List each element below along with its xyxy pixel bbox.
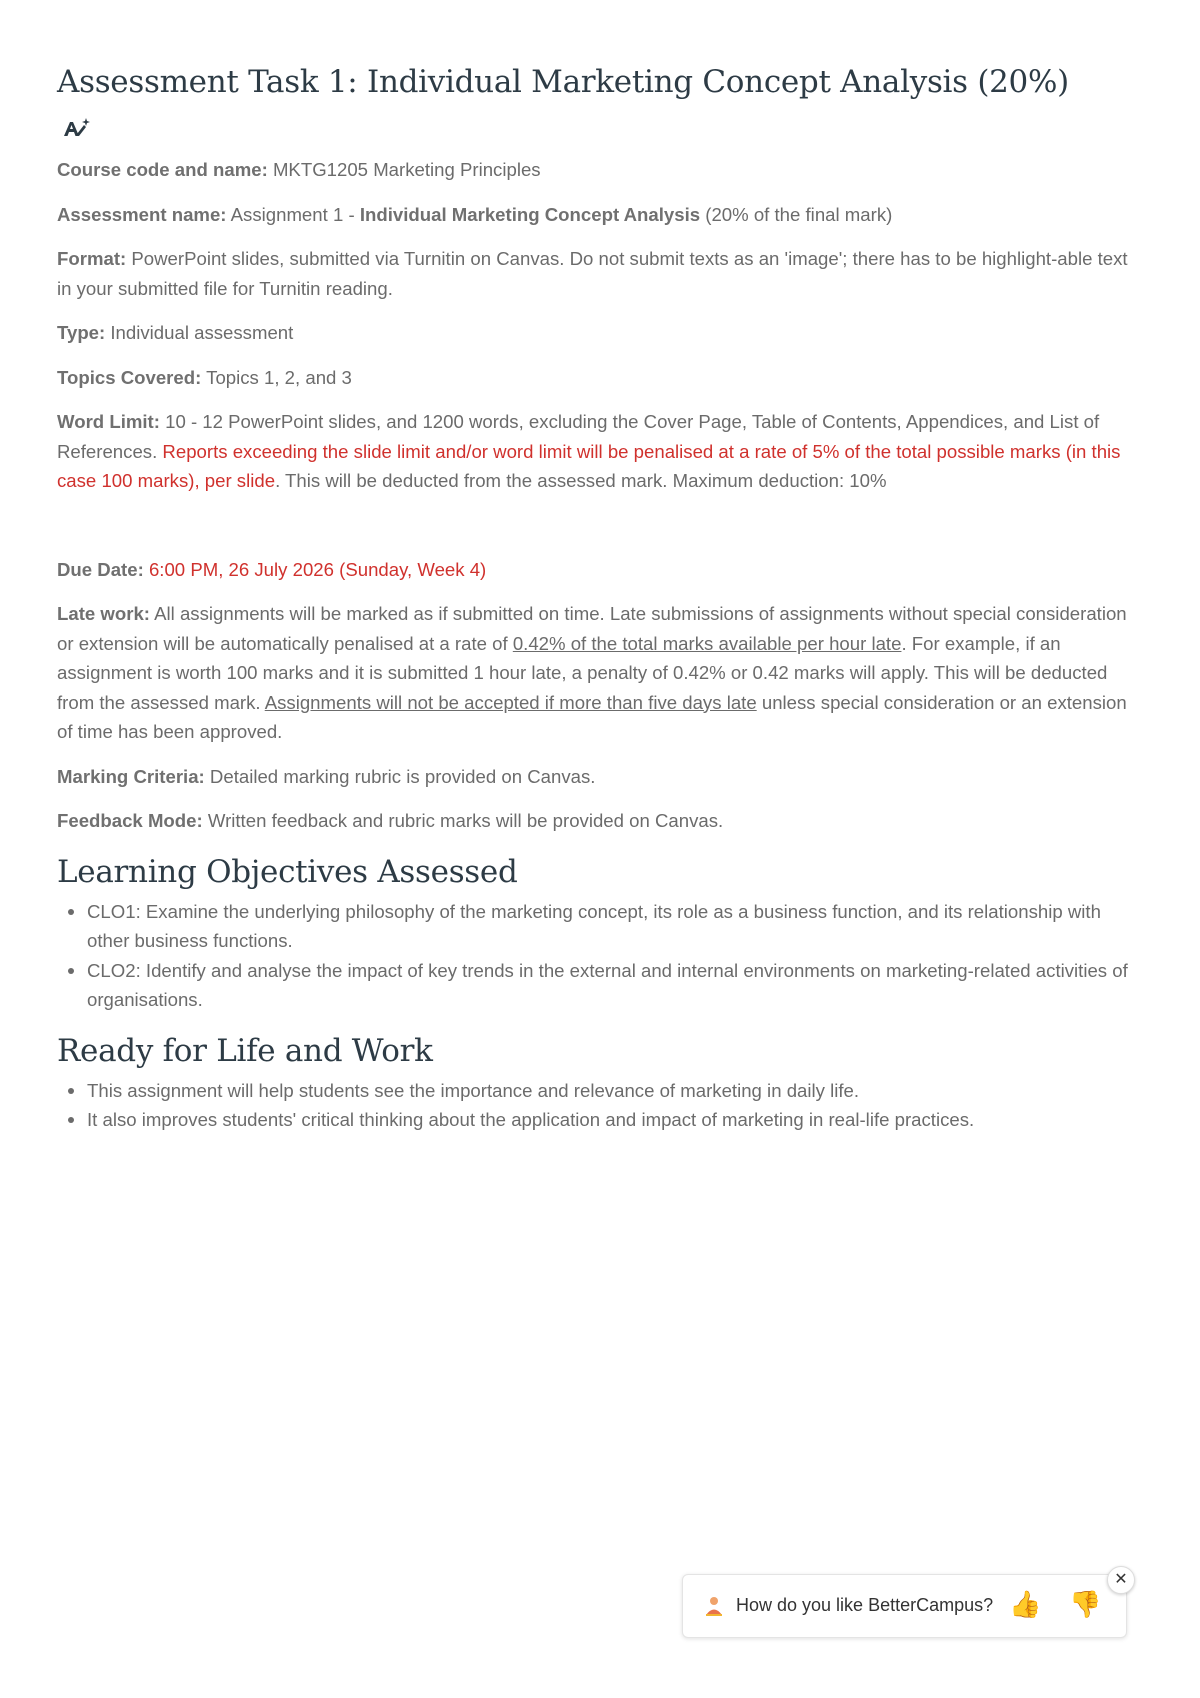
course-value: MKTG1205 Marketing Principles (267, 159, 541, 180)
page-title: Assessment Task 1: Individual Marketing Concept Analysis (20%) (57, 64, 1069, 100)
assessment-name-prefix: Assignment 1 - (226, 203, 360, 225)
list-item: CLO1: Examine the underlying philosophy of the marketing concept, its role as a business function, and its relationship with other business functions. (87, 897, 1147, 956)
topics-label: Topics Covered: (57, 366, 202, 388)
feedback-mode-value: Written feedback and rubric marks will be provided on Canvas. (202, 810, 724, 831)
word-limit-suffix: . This will be deducted from the assessed mark. Maximum deduction: 10% (275, 470, 887, 491)
assessment-name-label: Assessment name: (57, 203, 227, 225)
late-work-label: Late work: (57, 603, 150, 624)
learning-objectives-list (57, 897, 1147, 1015)
feedback-mode-info (57, 806, 1147, 836)
list-item: This assignment will help students see the importance and relevance of marketing in daily life. (87, 1076, 1147, 1106)
format-label: Format: (57, 248, 127, 269)
thumbs-up-icon[interactable]: 👍 (1009, 1589, 1042, 1619)
assignment-page (57, 60, 1147, 1135)
word-limit-penalty: Reports exceeding the slide limit and/or word limit will be penalised at a rate of 5% of the total possible marks (in this case 100 marks), per slide (57, 440, 1121, 491)
due-date-label: Due Date: (57, 558, 144, 580)
marking-criteria-info (57, 762, 1147, 792)
word-limit-label: Word Limit: (57, 411, 160, 432)
person-icon (703, 1595, 725, 1617)
type-label: Type: (57, 322, 106, 343)
late-work-part2: . For example, if an assignment is worth 100 marks and it is submitted 1 hour late, a penalty of 0.42% or 0.42 marks will apply. This will be deducted from the assessed mark. (57, 632, 1108, 713)
list-item: CLO2: Identify and analyse the impact of key trends in the external and internal environments on marketing-related activities of organisations. (87, 956, 1147, 1015)
type-info (57, 318, 1147, 348)
type-value: Individual assessment (105, 322, 294, 343)
topics-info (57, 363, 1147, 393)
marking-criteria-label: Marking Criteria: (57, 765, 205, 787)
close-icon[interactable]: ✕ (1107, 1566, 1135, 1594)
assessment-name-suffix: (20% of the final mark) (700, 203, 893, 225)
feedback-question: How do you like BetterCampus? (736, 1595, 994, 1615)
late-work-part1: All assignments will be marked as if submitted on time. Late submissions of assignments without special consideration or extension will be automatically penalised at a rate of (57, 603, 1127, 654)
ready-list (57, 1076, 1147, 1135)
due-date-info (57, 555, 1147, 585)
ready-heading: Ready for Life and Work (57, 1032, 433, 1069)
feedback-widget (682, 1574, 1127, 1638)
course-info (57, 155, 1147, 185)
late-work-part3: unless special consideration or an extension of time has been approved. (57, 691, 1127, 742)
feedback-mode-label: Feedback Mode: (57, 810, 203, 831)
word-limit-info (57, 407, 1147, 496)
late-work-info (57, 599, 1147, 747)
late-work-rate: 0.42% of the total marks available per hour late (512, 632, 902, 654)
late-work-cutoff: Assignments will not be accepted if more than five days late (264, 691, 757, 713)
course-label: Course code and name: (57, 159, 268, 180)
topics-value: Topics 1, 2, and 3 (201, 366, 352, 388)
assessment-name-info (57, 200, 1147, 230)
format-value: PowerPoint slides, submitted via Turnitin on Canvas. Do not submit texts as an 'image'; there has to be highlight-able text in your submitted file for Turnitin reading. (57, 248, 1128, 299)
learning-objectives-heading: Learning Objectives Assessed (57, 853, 518, 890)
ai-sparkle-icon[interactable] (62, 116, 92, 138)
format-info (57, 244, 1147, 303)
assessment-name-bold: Individual Marketing Concept Analysis (359, 203, 701, 225)
thumbs-down-icon[interactable]: 👎 (1069, 1589, 1102, 1619)
marking-criteria-value: Detailed marking rubric is provided on Canvas. (204, 765, 596, 787)
due-date-value: 6:00 PM, 26 July 2026 (Sunday, Week 4) (143, 558, 487, 580)
list-item: It also improves students' critical thinking about the application and impact of marketing in real-life practices. (87, 1105, 1147, 1135)
word-limit-value: 10 - 12 PowerPoint slides, and 1200 words, excluding the Cover Page, Table of Contents, Appendices, and List of References. (57, 411, 1100, 462)
